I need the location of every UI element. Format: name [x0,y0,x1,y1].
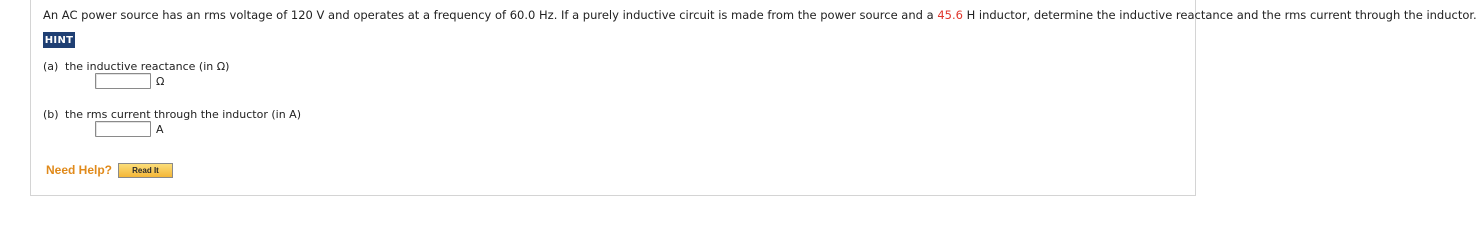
need-help-label: Need Help? [46,163,113,177]
part-b-letter: (b) [43,108,59,121]
inductance-value: 45.6 [937,8,963,22]
part-a-label [43,60,229,73]
part-b-answer-input[interactable] [95,121,151,137]
part-b-text: the rms current through the inductor (in A) [65,108,301,121]
part-a-unit: Ω [156,74,165,88]
question-text-after: H inductor, determine the inductive reactance and the rms current through the inductor. [962,8,1477,22]
question-panel [30,0,1477,196]
hint-button[interactable]: HINT [43,32,75,48]
part-b-label [43,108,301,121]
part-a-answer-row [95,73,164,89]
question-text [43,8,1477,22]
part-a-answer-input[interactable] [95,73,151,89]
part-a-letter: (a) [43,60,59,73]
part-a-text: the inductive reactance (in Ω) [65,60,230,73]
part-b-unit: A [156,122,164,136]
part-b-answer-row [95,121,164,137]
question-text-before: An AC power source has an rms voltage of 120 V and operates at a frequency of 60.0 Hz. If a purely inductive circuit is made from the power source and a [43,8,938,22]
read-it-button[interactable]: Read It [118,163,173,178]
